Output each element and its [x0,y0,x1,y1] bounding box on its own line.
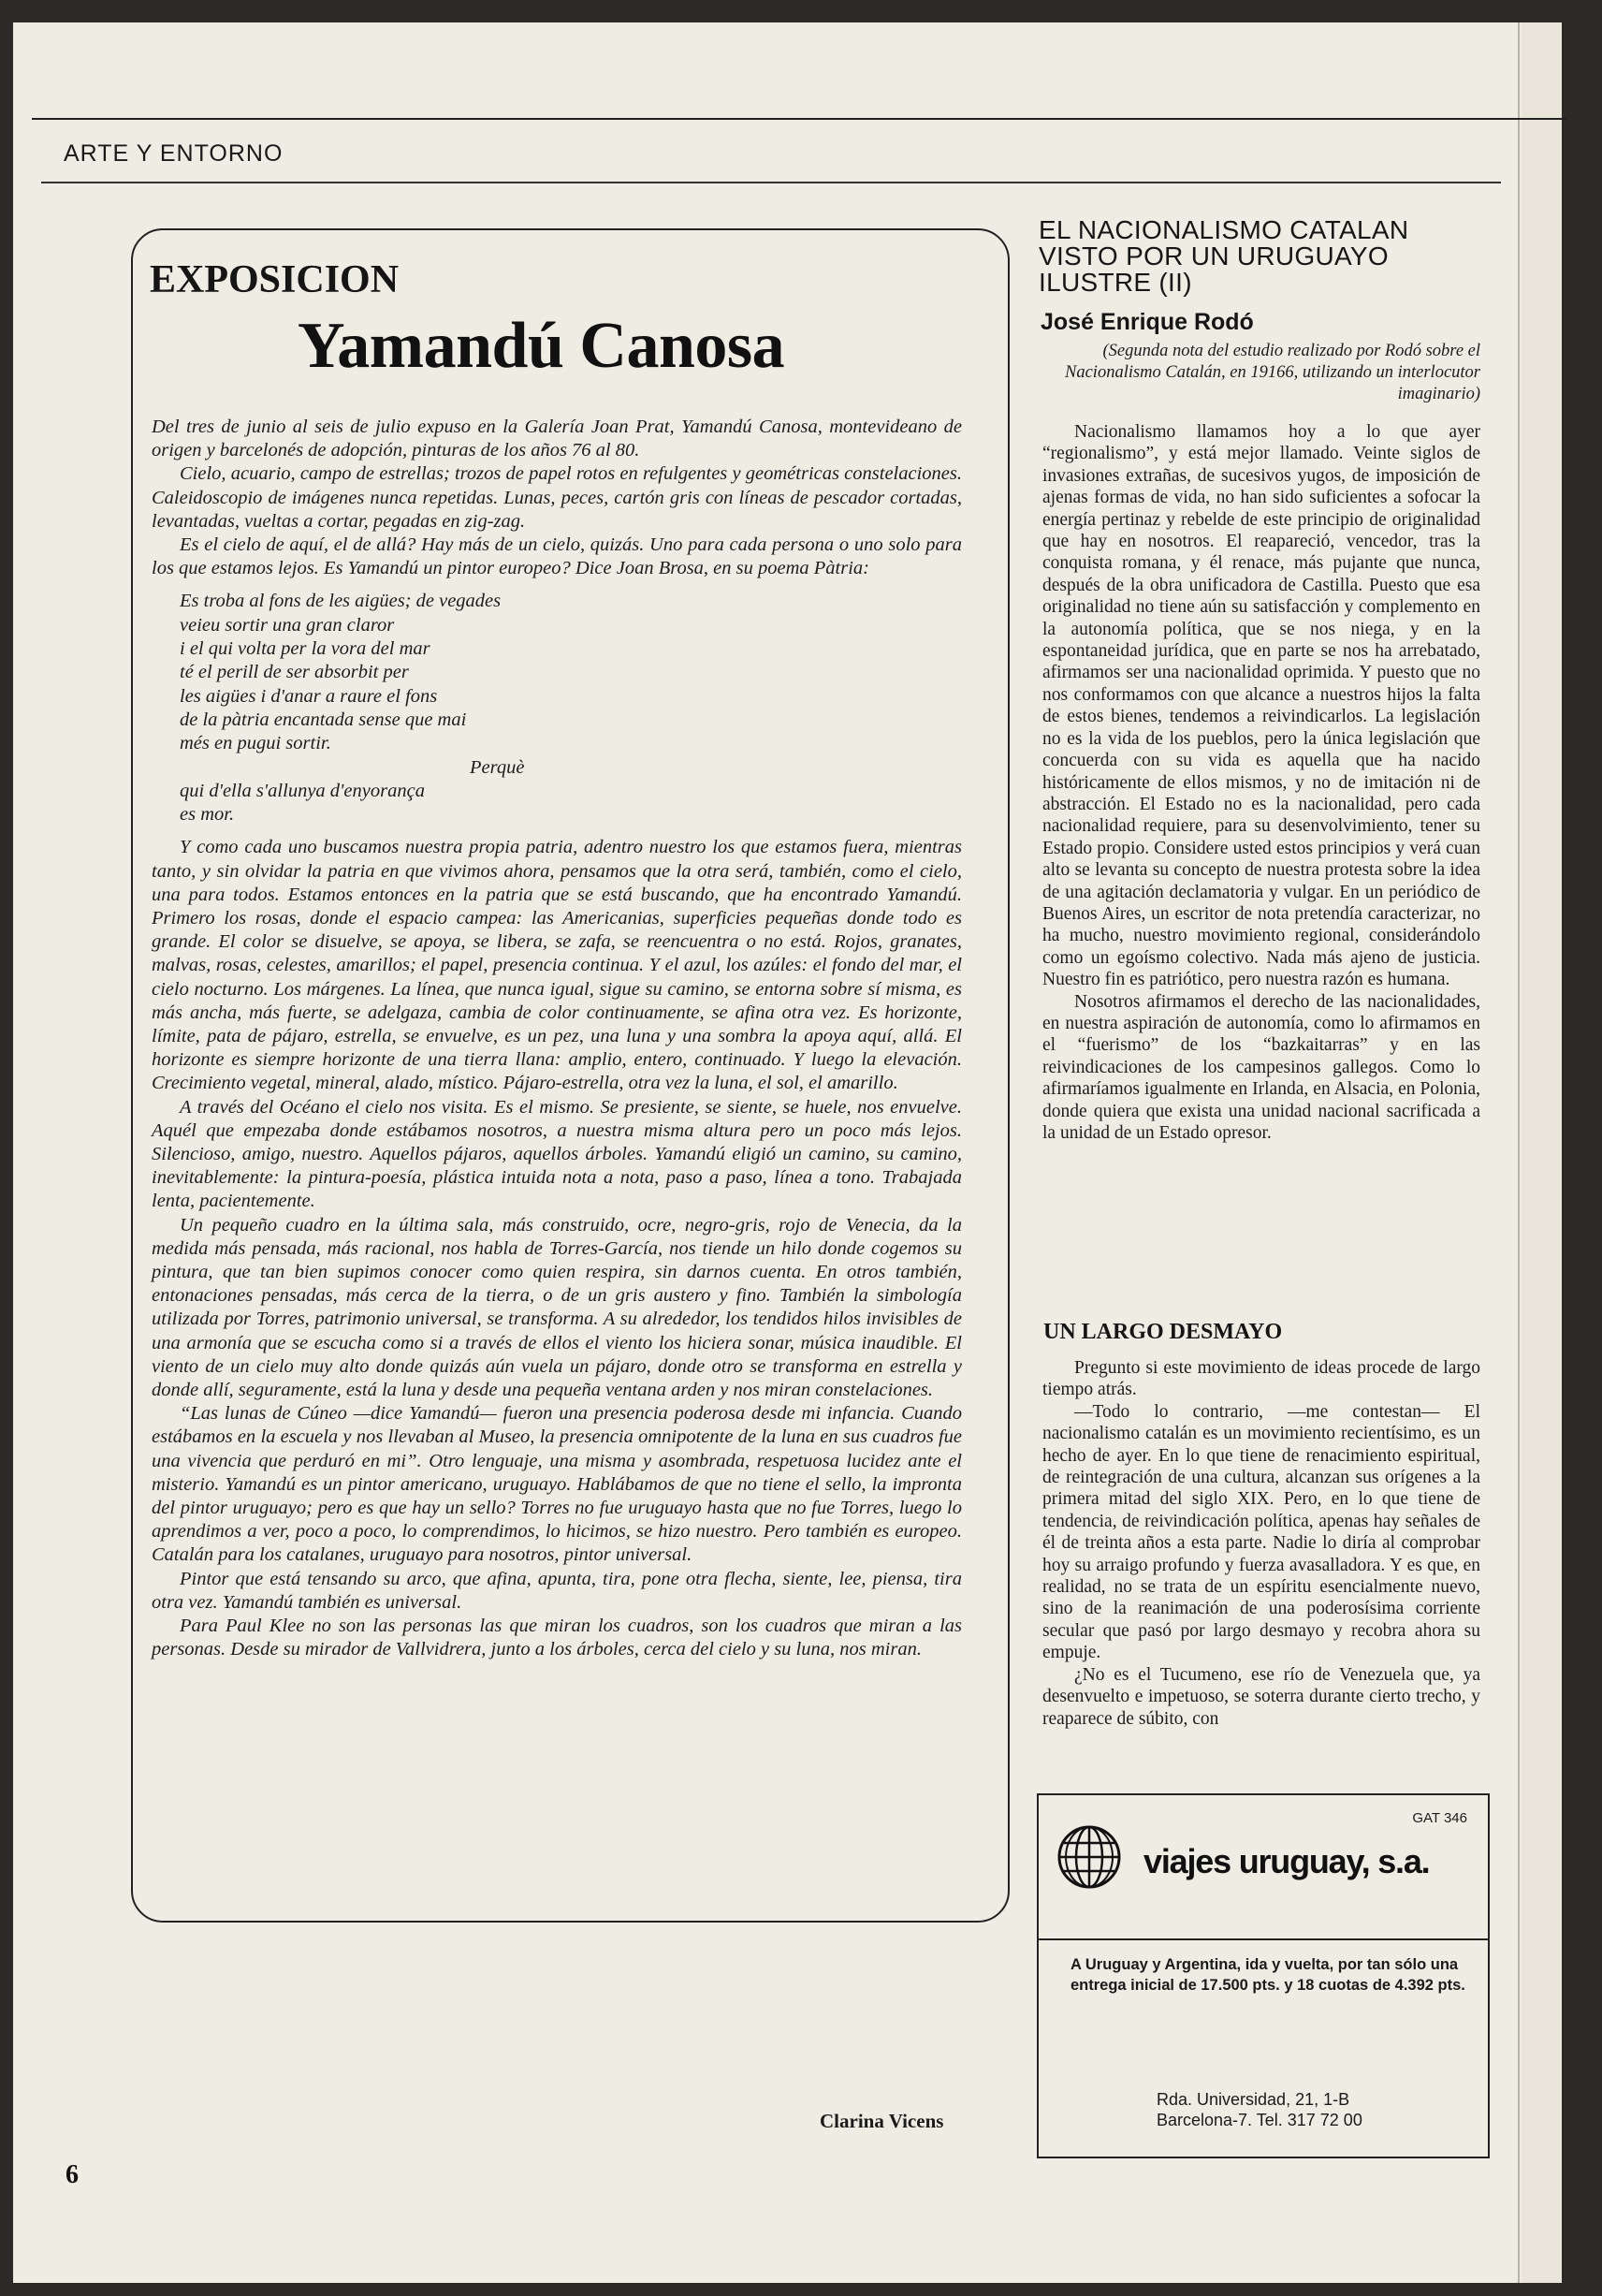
header-rule [41,182,1501,183]
essay-paragraph: Pregunto si este movimiento de ideas procede de largo tiempo atrás. [1042,1358,1480,1400]
binding-fold [1518,22,1520,2283]
ad-divider [1039,1938,1488,1940]
poem-line: veieu sortir una gran claror [180,614,395,636]
exhibition-body [152,416,962,1662]
exhibition-paragraph: Cielo, acuario, campo de estrellas; trozos de papel rotos en refulgentes y geométricas constelaciones. Caleidoscopio de imágenes nunca repetidas. Lunas, peces, cartón gris con líneas de pescador cortadas, levantadas, vueltas a cortar, pegadas en zig-zag. [152,463,962,532]
section-label: ARTE Y ENTORNO [64,140,284,167]
exhibition-paragraph: Es el cielo de aquí, el de allá? Hay más de un cielo, quizás. Uno para cada persona o uno solo para los que estamos lejos. Es Yamandú un pintor europeo? Dice Joan Brosa, en su poema Pàtria: [152,534,962,579]
essay-author: José Enrique Rodó [1041,309,1254,335]
page-number: 6 [66,2160,79,2189]
poem-patria [180,590,962,826]
ad-address-line: Barcelona-7. Tel. 317 72 00 [1157,2111,1362,2129]
poem-line: té el perill de ser absorbit per [180,662,409,683]
exhibition-paragraph: “Las lunas de Cúneo —dice Yamandú— fueron una presencia poderosa desde mi infancia. Cuando estábamos en la escuela y nos llevaban al Museo, la presencia omnipotente de la luna en sus cuadros fue una vivencia que perduró en mi”. Otro lenguaje, una misma y asombrada, respetuosa lucidez ante el misterio. Yamandú es un pintor americano, uruguayo. Hablábamos de que no tiene el sello, la impronta del pintor uruguayo; pero es que hay un sello? Torres no fue uruguayo hasta que no fue Torres, luego lo aprendimos a ver, poco a poco, lo comprendimos, lo hicimos, se hizo nuestro. Pero también es europeo. Catalán para los catalanes, uruguayo para nosotros, pintor universal. [152,1403,962,1566]
poem-line: Es troba al fons de les aigües; de vegades [180,591,502,612]
essay-body-continued [1042,1357,1480,1730]
ad-address [1157,2089,1362,2130]
author-signature: Clarina Vicens [820,2110,944,2132]
exhibition-paragraph: Pintor que está tensando su arco, que afina, apunta, tira, pone otra flecha, siente, lee, piensa, tira otra vez. Yamandú también es universal. [152,1568,962,1613]
exhibition-intro: Del tres de junio al seis de julio expuso en la Galería Joan Prat, Yamandú Canosa, montevideano de origen y barcelonés de adopción, pinturas de los años 76 al 80. [152,417,962,461]
essay-paragraph: ¿No es el Tucumeno, ese río de Venezuela que, ya desenvuelto e impetuoso, se soterra durante cierto trecho, y reaparece de súbito, con [1042,1664,1480,1729]
ad-address-line: Rda. Universidad, 21, 1-B [1157,2090,1350,2109]
poem-line: de la pàtria encantada sense que mai [180,709,467,730]
poem-line: les aigües i d'anar a raure el fons [180,685,438,707]
poem-line: i el qui volta per la vora del mar [180,638,430,660]
essay-paragraph: Nacionalismo llamamos hoy a lo que ayer “regionalismo”, y está mejor llamado. Veinte siglos de invasiones extrañas, de sucesivos yugos, de imposición de ajenas formas de vida, no han sido suficientes a sofocar la energía pertinaz y rebelde de este principio de originalidad que hay en nosotros. El reapareció, vencedor, tras la conquista romana, y él renace, más pujante que nunca, después de la obra unificadora de Castilla. Puesto que esa originalidad no tiene aún su satisfacción y complemento en la autonomía política, que se nos niega, y en la espontaneidad jurídica, que en parte se nos ha arrebatado, afirmamos ser una nacionalidad oprimida. Y puesto que no nos conformamos con que alcance a nuestros hijos la falta de estos bienes, tendemos a reivindicarlos. La legislación no es la vida de los pueblos, pero la única legislación que concuerda con su vida es aquella que ha nacido históricamente de ellos mismos, y no de imitación ni de abstracción. El Estado no es la nacionalidad, pero cada nacionalidad requiere, para su desenvolvimiento, tener su Estado propio. Considere usted estos principios y verá cuan alto se levanta su concepto de nuestra protesta sobre la idea de una agitación declamatoria y vulgar. En un periódico de Buenos Aires, un escritor de nota pretendía caracterizar, no ha mucho, nuestro movimiento regional, considerándolo como un egoísmo colectivo. Nada más ajeno de justicia. Nuestro fin es patriótico, pero nuestra razón es humana. [1042,422,1480,990]
exhibition-paragraph: Y como cada uno buscamos nuestra propia patria, adentro nuestro los que estamos fuera, mientras tanto, y sin olvidar la patria en que vivimos ahora, pensamos que la otra será, también, como el cielo, una para todos. Estamos entonces en la patria que se está buscando, que ha encontrado Yamandú. Primero los rosas, donde el espacio campea: las Americanias, superficies pequeñas donde todo es grande. El color se disuelve, se apoya, se libera, se zafa, se reencuentra o no está. Rojos, granates, malvas, rosas, celestes, amarillos; el papel, presencia continua. Y el azul, los azúles: el fondo del mar, el cielo nocturno. Los márgenes. La línea, que nunca igual, sigue su camino, se entorna sobre sí misma, es más ancha, más fuerte, se adelgaza, cambia de color continuamente, se afina otra vez. Es horizonte, límite, pata de pájaro, estrella, se envuelve, es un pez, una luna y una sombra la apoya aquí, allá. El horizonte es siempre horizonte de una tierra llana: amplio, entero, continuado. Y luego la elevación. Crecimiento vegetal, mineral, alado, místico. Pájaro-estrella, otra vez la luna, el sol, el amarillo. [152,837,962,1094]
ad-brand-logo: viajes uruguay, s.a. [1143,1842,1430,1880]
essay-body [1042,421,1480,1144]
essay-paragraph: Nosotros afirmamos el derecho de las nacionalidades, en nuestra aspiración de autonomía, como lo afirmamos en el “fuerismo” de los “bazkaitarras” y en las reivindicaciones de los campesinos gallegos. Como lo afirmaríamos igualmente en Irlanda, en Alsacia, en Polonia, donde quiera que exista una unidad nacional sacrificada a la unidad de un Estado opresor. [1042,991,1480,1143]
exhibition-paragraph: A través del Océano el cielo nos visita. Es el mismo. Se presiente, se siente, se huele, nos envuelve. Aquél que empezaba donde estábamos nosotros, a nuestra misma altura pero un poco más lejos. Silencioso, amigo, nuestro. Aquellos pájaros, aquellos árboles. Yamandú eligió un camino, su camino, inevitablemente: la pintura-poesía, plástica intuida nota a nota, paso a paso, línea a tono. Trabajada lenta, pacientemente. [152,1096,962,1212]
poem-line: Perquè [470,756,525,778]
poem-line: qui d'ella s'allunya d'enyorança [180,780,425,801]
exhibition-title: Yamandú Canosa [298,310,785,382]
essay-title: EL NACIONALISMO CATALAN VISTO POR UN URUGUAYO ILUSTRE (II) [1039,215,1409,297]
ad-license-code: GAT 346 [1412,1810,1467,1826]
poem-line: es mor. [180,804,235,826]
essay-note: (Segunda nota del estudio realizado por Rodó sobre el Nacionalismo Catalán, en 19166, utilizando un interlocutor imaginario) [1065,342,1480,403]
adjacent-page-edge [1522,22,1562,2283]
exhibition-paragraph: Para Paul Klee no son las personas las que miran los cuadros, son los cuadros que miran a las personas. Desde su mirador de Vallvidrera, junto a los árboles, cerca del cielo y su luna, nos miran. [152,1616,962,1660]
essay-paragraph: —Todo lo contrario, —me contestan— El nacionalismo catalán es un movimiento recientísimo, es un hecho de ayer. En lo que tiene de renacimiento espiritual, de reintegración de una cultura, alcanzan sus orígenes a la primera mitad del siglo XIX. Pero, en lo que tiene de tendencia, de reivindicación política, apenas hay señales de él de treinta años a esta parte. Nadie lo diría al comprobar hoy su arraigo profundo y fuerza avasalladora. Y es que, en realidad, no se trata de un espíritu esencialmente nuevo, sino de la reanimación de una poderosísima corriente secular que pasó por largo desmayo y recobra ahora su empuje. [1042,1401,1480,1663]
ad-offer: A Uruguay y Argentina, ida y vuelta, por tan sólo una entrega inicial de 17.500 pts. y 18 cuotas de 4.392 pts. [1070,1956,1465,1994]
exhibition-paragraph: Un pequeño cuadro en la última sala, más construido, ocre, negro-gris, rojo de Venecia, da la medida más pensada, más racional, nos habla de Torres-García, nos tiende un hilo donde cogemos su pintura, que tan bien supimos conocer como quien respira, sin darnos cuenta. En otros también, entonaciones pensadas, más cerca de la tierra, o de un gris austero y fino. También la simbología utilizada por Torres, patrimonio universal, se transforma. A su alrededor, los tendidos hilos invisibles de una armonía que se escucha como si a través de ellos el viento los hiciera sonar, música inaudible. El viento de un cielo muy alto donde quizás aún vuela un pájaro, donde otro se transforma en estrella y donde allí, seguramente, está la luna y desde una pequeña ventana arden y nos miran constelaciones. [152,1214,962,1401]
essay-subheading: UN LARGO DESMAYO [1043,1320,1283,1344]
exhibition-kicker: EXPOSICION [150,258,400,301]
globe-icon [1056,1823,1123,1891]
poem-line: més en pugui sortir. [180,733,331,754]
top-rule [32,118,1566,120]
travel-advertisement [1037,1793,1490,2158]
